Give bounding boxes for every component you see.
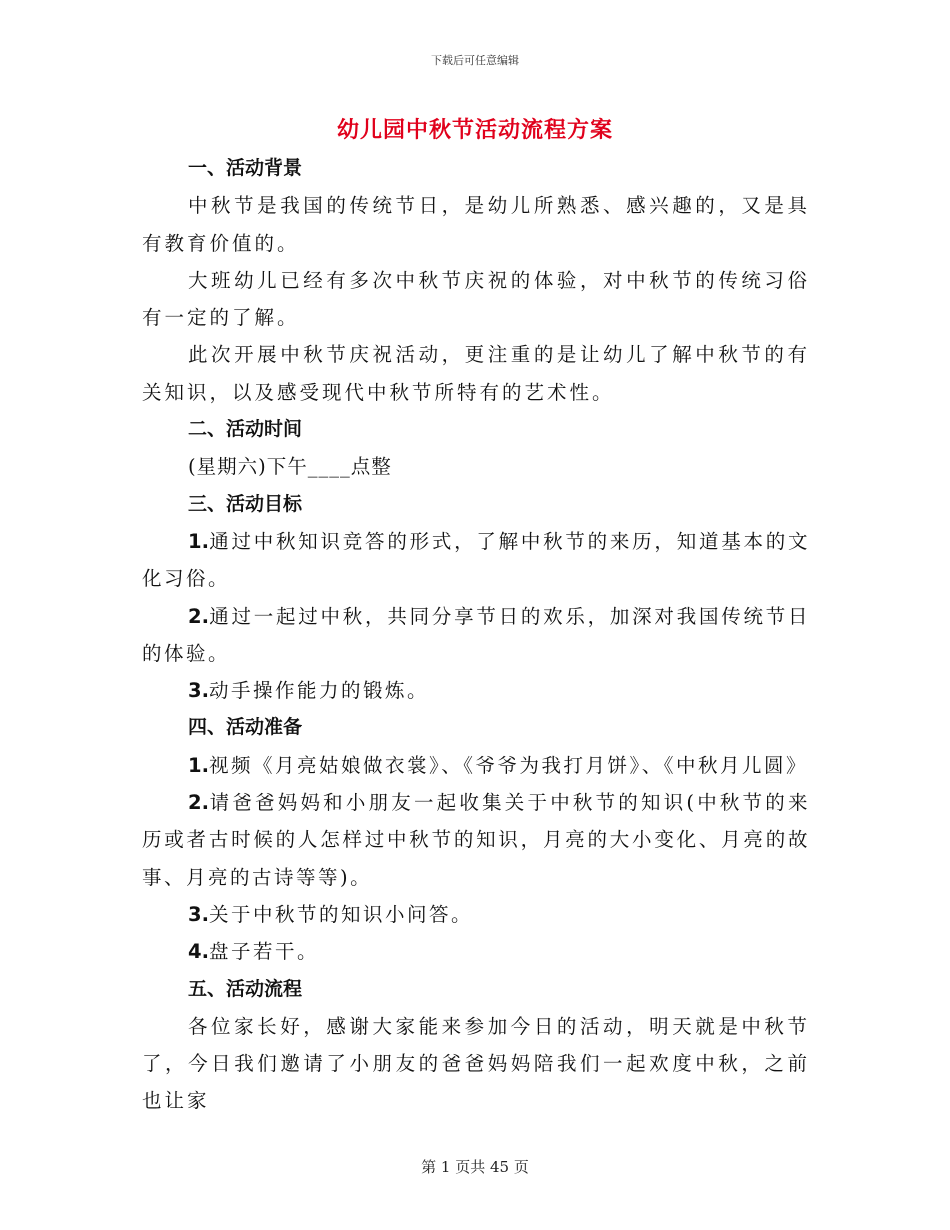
item-number: 4. (188, 940, 209, 964)
item-number: 2. (188, 791, 209, 815)
item-number: 1. (188, 529, 209, 553)
item-text: 通过中秋知识竞答的形式，了解中秋节的来历，知道基本的文化习俗。 (142, 529, 810, 591)
list-item (142, 523, 810, 598)
paragraph: 大班幼儿已经有多次中秋节庆祝的体验，对中秋节的传统习俗有一定的了解。 (142, 268, 810, 330)
section-heading-preparation: 四、活动准备 (188, 716, 303, 739)
list-item (142, 933, 810, 970)
page-footer: 第 1 页共 45 页 (421, 1158, 529, 1176)
paragraph: 此次开展中秋节庆祝活动，更注重的是让幼儿了解中秋节的有关知识，以及感受现代中秋节所特有的艺术性。 (142, 343, 810, 404)
item-number: 2. (188, 604, 209, 628)
activity-time: (星期六)下午____点整 (188, 455, 392, 479)
paragraph: 各位家长好，感谢大家能来参加今日的活动，明天就是中秋节了，今日我们邀请了小朋友的爸爸妈妈陪我们一起欢度中秋，之前也让家 (142, 1014, 810, 1113)
paragraph: 中秋节是我国的传统节日，是幼儿所熟悉、感兴趣的，又是具有教育价值的。 (142, 194, 810, 255)
list-item (142, 784, 810, 896)
item-number: 3. (188, 902, 209, 926)
document-title: 幼儿园中秋节活动流程方案 (336, 118, 613, 143)
section-heading-process: 五、活动流程 (188, 977, 303, 1000)
item-text: 视频《月亮姑娘做衣裳》、《爷爷为我打月饼》、《中秋月儿圆》 (208, 753, 808, 777)
item-text: 请爸爸妈妈和小朋友一起收集关于中秋节的知识(中秋节的来历或者古时候的人怎样过中秋节的知识，月亮的大小变化、月亮的故事、月亮的古诗等等)。 (142, 791, 810, 889)
item-number: 3. (188, 679, 209, 703)
item-text: 动手操作能力的锻炼。 (208, 679, 429, 703)
item-text: 通过一起过中秋，共同分享节日的欢乐，加深对我国传统节日的体验。 (142, 604, 810, 665)
list-item (142, 672, 810, 709)
item-text: 盘子若干。 (208, 940, 319, 964)
item-text: 关于中秋节的知识小问答。 (208, 902, 473, 926)
item-number: 1. (188, 753, 209, 777)
document-body (142, 150, 810, 1120)
list-item (142, 598, 810, 673)
list-item (142, 747, 810, 784)
section-heading-time: 二、活动时间 (188, 418, 303, 441)
list-item (142, 896, 810, 933)
page-header: 下载后可任意编辑 (431, 54, 519, 67)
section-heading-goals: 三、活动目标 (188, 492, 303, 515)
section-heading-background: 一、活动背景 (188, 157, 303, 179)
